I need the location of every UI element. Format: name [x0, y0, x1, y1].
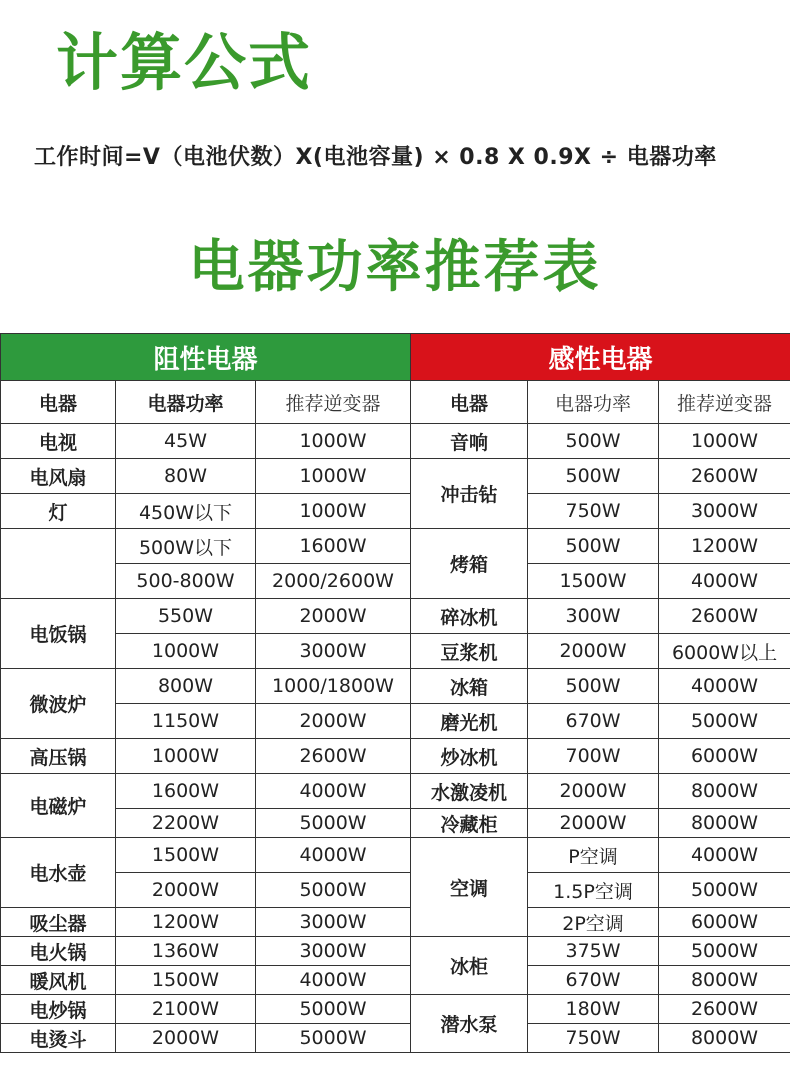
table-row	[1, 424, 790, 459]
cell-i-name: 豆浆机	[411, 634, 528, 669]
cell-i-power: 2000W	[528, 634, 659, 669]
cell-r-inverter: 2000W	[256, 599, 411, 634]
cell-r-power: 2000W	[116, 873, 256, 908]
page-title: 计算公式	[56, 26, 313, 99]
cell-r-inverter: 4000W	[256, 774, 411, 809]
cell-r-inverter: 2000W	[256, 704, 411, 739]
cell-r-inverter: 1000/1800W	[256, 669, 411, 704]
table-row	[1, 529, 790, 564]
cell-r-inverter: 4000W	[256, 838, 411, 873]
cell-i-power: 750W	[528, 494, 659, 529]
table-row	[1, 669, 790, 704]
cell-r-inverter: 5000W	[256, 873, 411, 908]
cell-i-inverter: 2600W	[659, 599, 790, 634]
cell-r-name: 吸尘器	[1, 908, 116, 937]
cell-r-power: 80W	[116, 459, 256, 494]
cell-i-name: 冰柜	[411, 937, 528, 995]
cell-i-inverter: 4000W	[659, 669, 790, 704]
cell-r-power: 1150W	[116, 704, 256, 739]
table-row	[1, 995, 790, 1024]
cell-r-name: 电视	[1, 424, 116, 459]
table-row	[1, 599, 790, 634]
cell-i-power: 750W	[528, 1024, 659, 1053]
cell-r-inverter: 3000W	[256, 634, 411, 669]
table-row	[1, 774, 790, 809]
cell-i-inverter: 8000W	[659, 809, 790, 838]
table-row	[1, 937, 790, 966]
table-row	[1, 704, 790, 739]
cell-i-name: 潜水泵	[411, 995, 528, 1053]
cell-i-inverter: 6000W	[659, 739, 790, 774]
cell-i-power: 1500W	[528, 564, 659, 599]
table-row	[1, 838, 790, 873]
cell-r-power: 1000W	[116, 634, 256, 669]
cell-i-power: 670W	[528, 966, 659, 995]
cell-r-inverter: 1000W	[256, 424, 411, 459]
cell-r-power: 1500W	[116, 966, 256, 995]
cell-i-name: 烤箱	[411, 529, 528, 599]
cell-r-inverter: 4000W	[256, 966, 411, 995]
col-header-i-inverter: 推荐逆变器	[659, 381, 790, 424]
table-row	[1, 1024, 790, 1053]
cell-r-inverter: 2600W	[256, 739, 411, 774]
power-table	[0, 333, 790, 1053]
cell-r-name	[1, 529, 116, 599]
cell-r-power: 45W	[116, 424, 256, 459]
table-row	[1, 809, 790, 838]
cell-i-name: 冷藏柜	[411, 809, 528, 838]
cell-r-power: 1200W	[116, 908, 256, 937]
cell-i-power: 2000W	[528, 774, 659, 809]
cell-i-inverter: 2600W	[659, 995, 790, 1024]
cell-i-inverter: 8000W	[659, 1024, 790, 1053]
cell-r-inverter: 1600W	[256, 529, 411, 564]
cell-i-power: 500W	[528, 459, 659, 494]
cell-i-power: 2P空调	[528, 908, 659, 937]
cell-r-name: 电饭锅	[1, 599, 116, 669]
cell-i-name: 空调	[411, 838, 528, 937]
table-row	[1, 564, 790, 599]
cell-i-inverter: 8000W	[659, 966, 790, 995]
cell-i-power: 500W	[528, 424, 659, 459]
cell-i-name: 冲击钻	[411, 459, 528, 529]
cell-i-power: P空调	[528, 838, 659, 873]
cell-i-inverter: 8000W	[659, 774, 790, 809]
cell-i-inverter: 1200W	[659, 529, 790, 564]
cell-i-power: 500W	[528, 669, 659, 704]
cell-r-name: 电炒锅	[1, 995, 116, 1024]
cell-r-power: 450W以下	[116, 494, 256, 529]
cell-r-name: 电风扇	[1, 459, 116, 494]
cell-r-inverter: 5000W	[256, 1024, 411, 1053]
cell-r-power: 1000W	[116, 739, 256, 774]
formula-text: 工作时间=V（电池伏数）X(电池容量) × 0.8 X 0.9X ÷ 电器功率	[34, 145, 717, 170]
cell-r-inverter: 5000W	[256, 809, 411, 838]
table-title: 电器功率推荐表	[188, 235, 602, 300]
cell-r-inverter: 5000W	[256, 995, 411, 1024]
cell-i-inverter: 5000W	[659, 873, 790, 908]
cell-r-name: 高压锅	[1, 739, 116, 774]
cell-i-name: 碎冰机	[411, 599, 528, 634]
table-row	[1, 459, 790, 494]
cell-r-name: 电烫斗	[1, 1024, 116, 1053]
cell-r-inverter: 3000W	[256, 937, 411, 966]
col-header-r-power: 电器功率	[116, 381, 256, 424]
cell-r-power: 550W	[116, 599, 256, 634]
cell-i-name: 音响	[411, 424, 528, 459]
cell-i-inverter: 3000W	[659, 494, 790, 529]
col-header-r-name: 电器	[1, 381, 116, 424]
cell-r-name: 电火锅	[1, 937, 116, 966]
cell-i-inverter: 1000W	[659, 424, 790, 459]
cell-r-name: 电磁炉	[1, 774, 116, 838]
cell-r-inverter: 1000W	[256, 494, 411, 529]
table-row	[1, 908, 790, 937]
cell-i-name: 水激凌机	[411, 774, 528, 809]
cell-i-name: 冰箱	[411, 669, 528, 704]
inductive-header: 感性电器	[411, 334, 790, 381]
cell-i-power: 500W	[528, 529, 659, 564]
cell-i-inverter: 4000W	[659, 564, 790, 599]
cell-r-power: 2100W	[116, 995, 256, 1024]
table-row	[1, 739, 790, 774]
cell-r-power: 1600W	[116, 774, 256, 809]
cell-i-inverter: 5000W	[659, 937, 790, 966]
cell-r-power: 2200W	[116, 809, 256, 838]
cell-r-power: 1500W	[116, 838, 256, 873]
table-row	[1, 494, 790, 529]
table-row	[1, 873, 790, 908]
resistive-header: 阻性电器	[1, 334, 411, 381]
cell-i-inverter: 6000W	[659, 908, 790, 937]
cell-i-power: 300W	[528, 599, 659, 634]
cell-i-inverter: 2600W	[659, 459, 790, 494]
col-header-i-name: 电器	[411, 381, 528, 424]
cell-i-name: 磨光机	[411, 704, 528, 739]
table-row	[1, 634, 790, 669]
cell-i-inverter: 6000W以上	[659, 634, 790, 669]
cell-i-inverter: 5000W	[659, 704, 790, 739]
table-row	[1, 966, 790, 995]
cell-r-power: 500-800W	[116, 564, 256, 599]
cell-r-power: 500W以下	[116, 529, 256, 564]
cell-r-inverter: 1000W	[256, 459, 411, 494]
cell-i-power: 2000W	[528, 809, 659, 838]
cell-i-name: 炒冰机	[411, 739, 528, 774]
cell-r-name: 电水壶	[1, 838, 116, 908]
cell-r-name: 灯	[1, 494, 116, 529]
cell-r-name: 暖风机	[1, 966, 116, 995]
cell-i-inverter: 4000W	[659, 838, 790, 873]
cell-r-power: 1360W	[116, 937, 256, 966]
col-header-i-power: 电器功率	[528, 381, 659, 424]
cell-i-power: 180W	[528, 995, 659, 1024]
cell-r-inverter: 2000/2600W	[256, 564, 411, 599]
cell-i-power: 670W	[528, 704, 659, 739]
cell-r-power: 2000W	[116, 1024, 256, 1053]
cell-r-name: 微波炉	[1, 669, 116, 739]
cell-i-power: 1.5P空调	[528, 873, 659, 908]
cell-i-power: 375W	[528, 937, 659, 966]
cell-i-power: 700W	[528, 739, 659, 774]
col-header-r-inverter: 推荐逆变器	[256, 381, 411, 424]
cell-r-inverter: 3000W	[256, 908, 411, 937]
cell-r-power: 800W	[116, 669, 256, 704]
